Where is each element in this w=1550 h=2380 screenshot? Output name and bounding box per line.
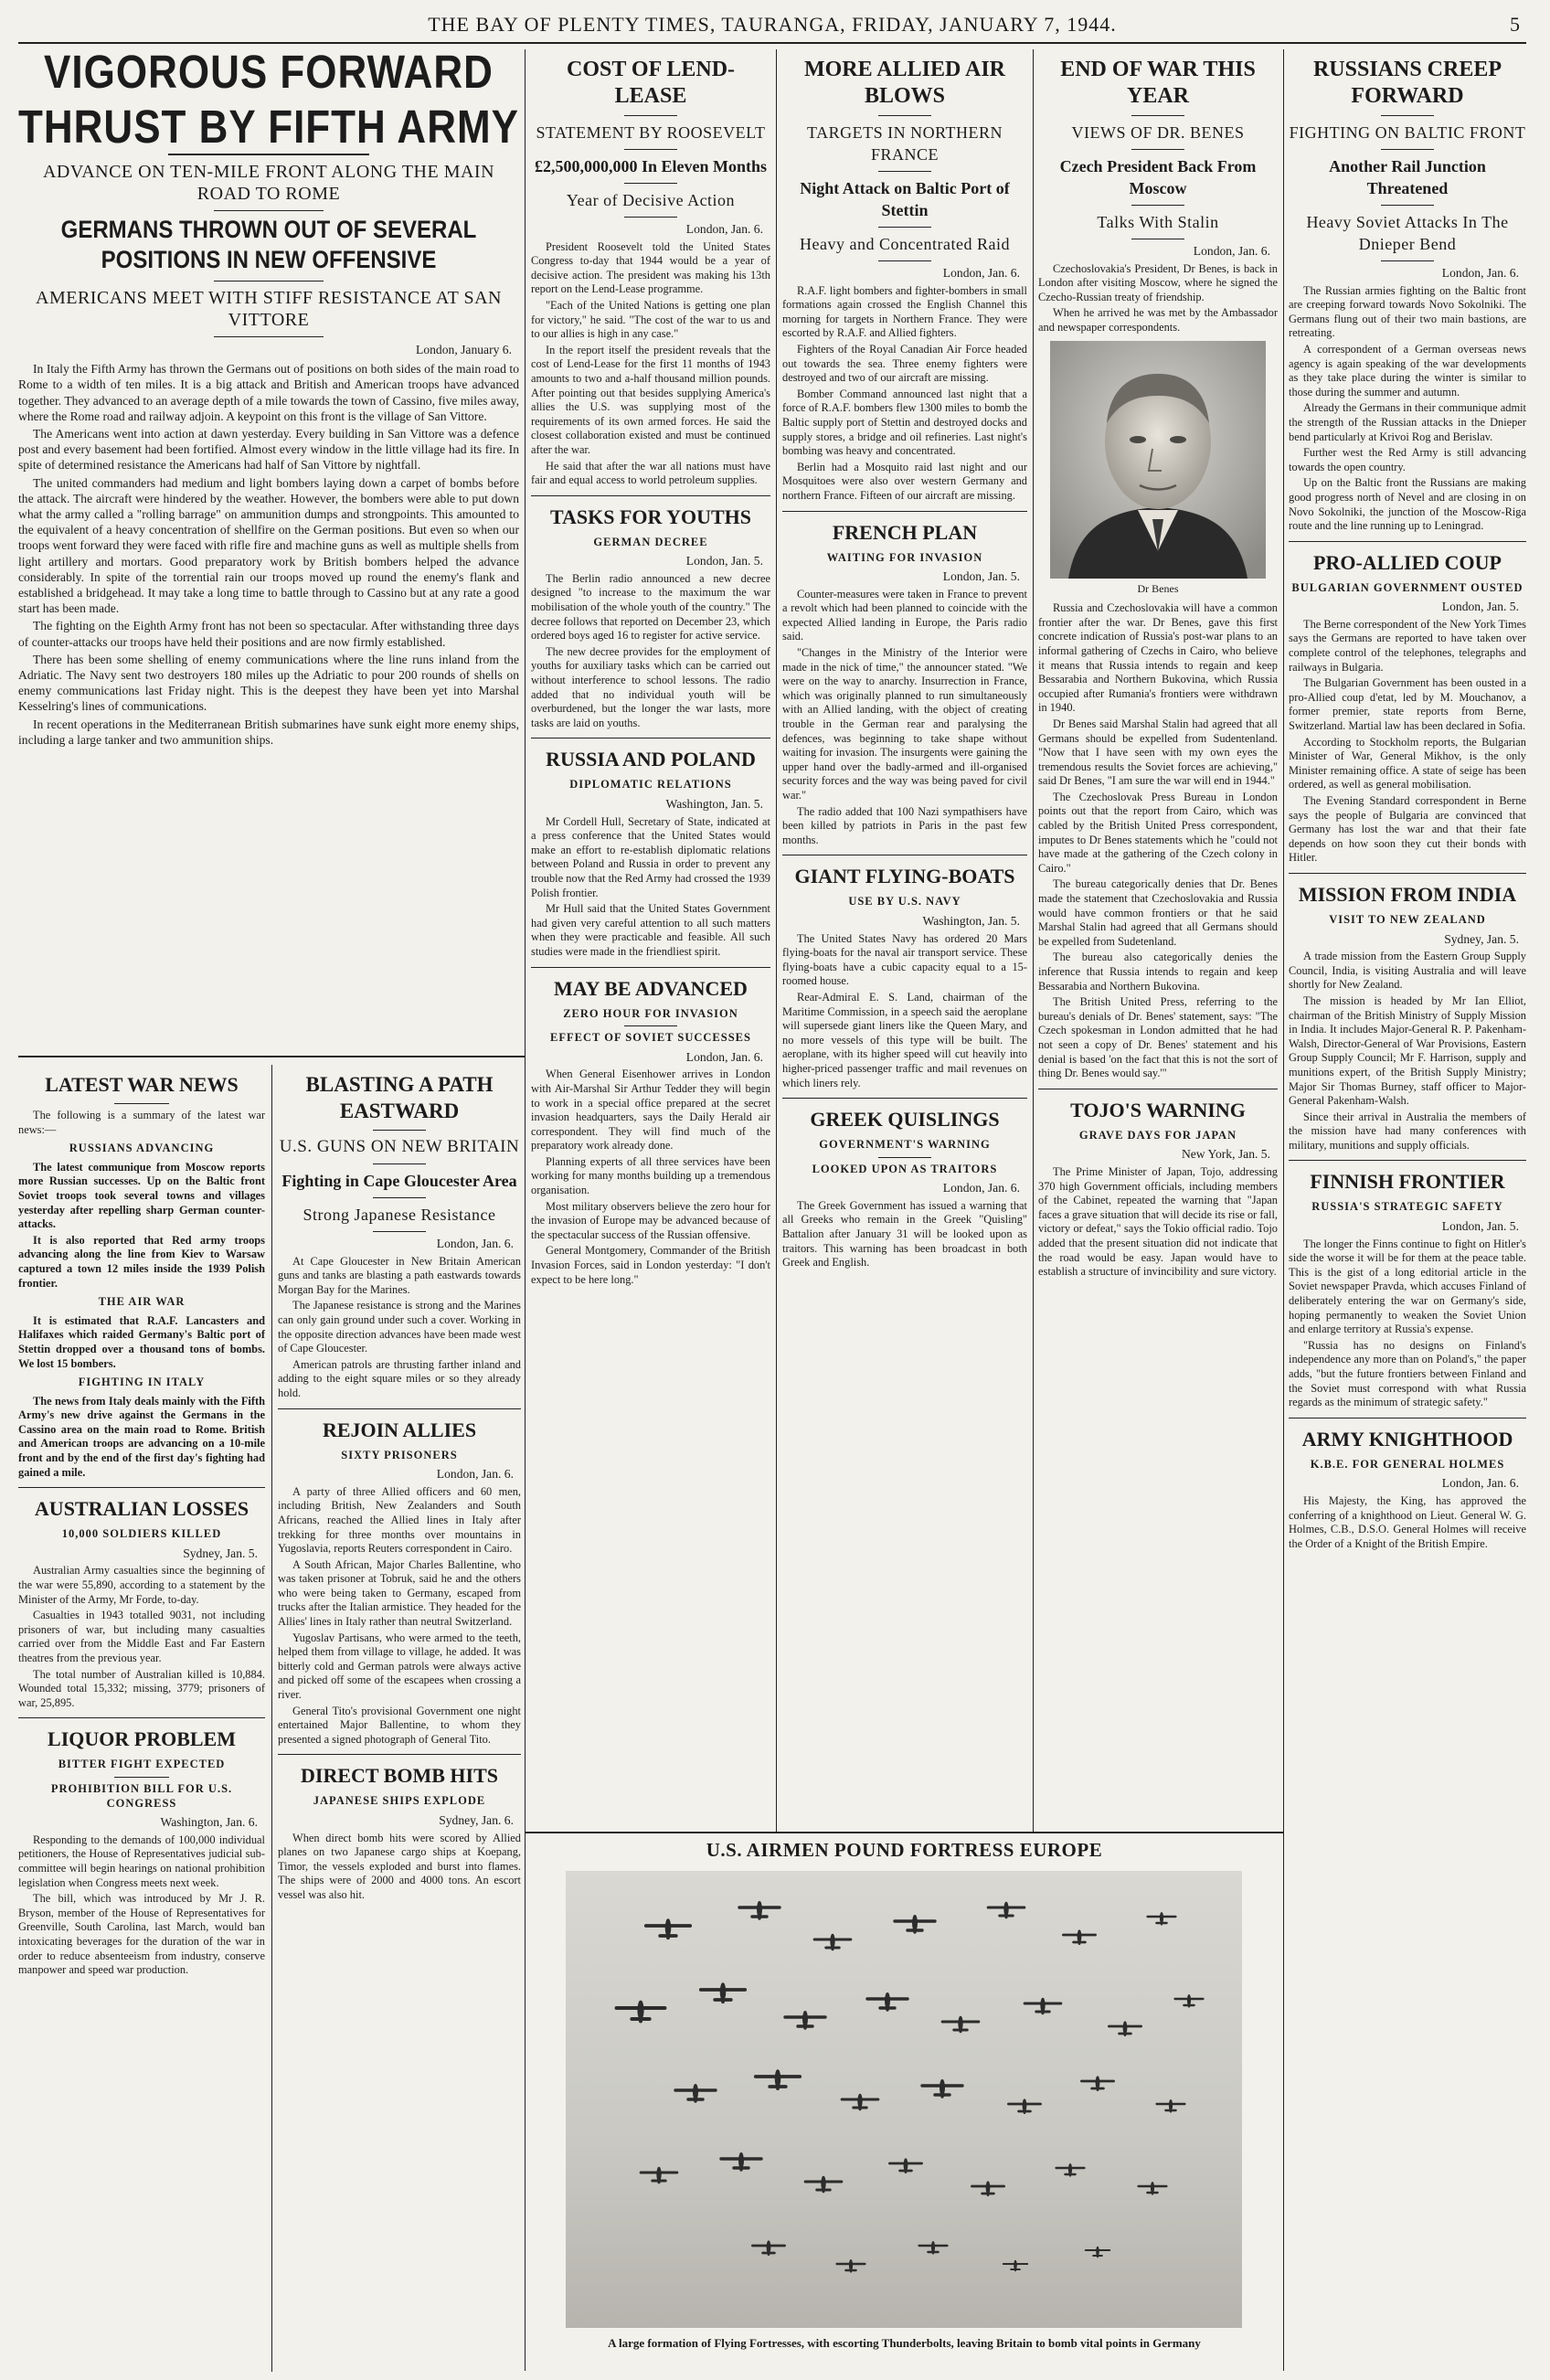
article-paragraph: The Berne correspondent of the New York Times says the Germans are reported to have taken over complete control of the telephones, telegraphs and railways in Bulgaria. <box>1289 617 1526 674</box>
subhead: K.B.E. FOR GENERAL HOLMES <box>1310 1457 1505 1471</box>
deck: Heavy and Concentrated Raid <box>800 235 1010 253</box>
australian-headline: AUSTRALIAN LOSSES <box>34 1497 249 1521</box>
column-rule <box>1283 49 1284 2371</box>
column-3 <box>782 53 1027 1830</box>
divider <box>1131 205 1184 206</box>
divider <box>1131 149 1184 150</box>
article-paragraph: The Russian armies fighting on the Baltic front are creeping forward towards Novo Sokolniki. The Germans flung out of their two main bastions, are retreating. <box>1289 283 1526 340</box>
article-paragraph: "Changes in the Ministry of the Interior were made in the nick of time," the announcer stated. "We were on the way to anarchy. Insurrection in France, which was originally planned to run simultaneously with an Allied landing, with the object of creating trouble in the German rear and paralysing the defences, was beginning to take shape without waiting for invasion. The insurgents were gaining the upper hand over the badly-armed and ill-organised security forces and the way was being paved for civil war." <box>782 646 1027 802</box>
page-header-title: THE BAY OF PLENTY TIMES, TAURANGA, FRIDAY, JANUARY 7, 1944. <box>428 13 1117 36</box>
divider <box>624 115 677 116</box>
article-paragraph: "Russia has no designs on Finland's independence any more than on Poland's," the paper adds, "but the future frontiers between Finland and the Soviet must correspond with what Russia regards as the minimum of strategic safety." <box>1289 1338 1526 1409</box>
article-paragraph: The Evening Standard correspondent in Berne says the people of Bulgaria are convinced that Germany has lost the war and that their fate depends on how soon they cut their bonds with Hitler. <box>1289 794 1526 865</box>
page-number: 5 <box>1510 13 1521 36</box>
subhead: GERMAN DECREE <box>593 535 708 548</box>
divider <box>278 1408 521 1409</box>
article-paragraph: The Americans went into action at dawn yesterday. Every building in San Vittore was a defence post and every basement had been fortified. Almost every window in the little village had its fire. In spite of determined resistance the Americans had half of San Vittore by nightfall. <box>18 427 519 473</box>
deck: TARGETS IN NORTHERN FRANCE <box>807 123 1003 164</box>
subhead: LOOKED UPON AS TRAITORS <box>812 1162 998 1175</box>
article-paragraph: A South African, Major Charles Ballentine, who was taken prisoner at Tobruk, said he and the others who were being taken to Germany, escaped from trucks after the Italian armistice. They headed for the Allies' lines in Italy rather than neutral Switzerland. <box>278 1557 521 1629</box>
dateline: London, Jan. 6. <box>436 1467 514 1482</box>
dateline: London, Jan. 6. <box>942 1181 1020 1195</box>
article-paragraph: The Berlin radio announced a new decree designed "to increase to the maximum the war mobilisation of the whole youth of the country." The decree follows that reported on December 23, which ordered boys aged 16 to register for active service. <box>531 571 770 643</box>
deck: STATEMENT BY ROOSEVELT <box>536 123 766 142</box>
divider <box>373 1231 427 1232</box>
divider <box>624 149 677 150</box>
divider <box>878 115 932 116</box>
latest-headline: LATEST WAR NEWS <box>45 1073 239 1096</box>
article-paragraph: The bureau also categorically denies the inference that Russia intends to regain and keep Bessarabia and Northern Bukovina. <box>1038 951 1278 993</box>
lead-deck-1: ADVANCE ON TEN-MILE FRONT ALONG THE MAIN ROAD TO ROME <box>42 162 495 204</box>
article-paragraph: A trade mission from the Eastern Group Supply Council, India, is visiting Australia and will leave shortly for New Zealand. <box>1289 950 1526 992</box>
article-paragraph: The Japanese resistance is strong and the Marines can only gain ground under such a cover. Working in the opposite direction advances have been made west of Cape Gloucester. <box>278 1299 521 1355</box>
divider <box>278 1754 521 1755</box>
article-paragraph: Fighters of the Royal Canadian Air Force headed out towards the sea. Three enemy fighters were destroyed and two of our aircraft are missing. <box>782 342 1027 385</box>
article-paragraph: Mr Cordell Hull, Secretary of State, indicated at a press conference that the United States would make an effort to re-establish diplomatic relations between Poland and Russia in order to prevent any trouble now that the Red Army had crossed the 1939 Polish frontier. <box>531 814 770 899</box>
dateline: New York, Jan. 5. <box>1181 1147 1270 1162</box>
subhead: BITTER FIGHT EXPECTED <box>58 1758 226 1771</box>
subhead: THE AIR WAR <box>98 1295 186 1309</box>
deck: FIGHTING ON BALTIC FRONT <box>1289 123 1526 142</box>
subhead: SIXTY PRISONERS <box>341 1448 458 1461</box>
dateline: London, Jan. 5. <box>942 569 1020 584</box>
subhead: ZERO HOUR FOR INVASION <box>563 1006 738 1020</box>
divider <box>624 183 677 184</box>
article-paragraph: Yugoslav Partisans, who were armed to the teeth, helped them from village to village, he added. It was bitterly cold and German patrols were always active and picked off some of the escapees when crossing a river. <box>278 1631 521 1702</box>
photo-feature-headline: U.S. AIRMEN POUND FORTRESS EUROPE <box>706 1839 1103 1861</box>
divider <box>1381 205 1433 206</box>
divider <box>373 1130 427 1131</box>
divider <box>1289 541 1526 542</box>
column-2 <box>531 53 770 1830</box>
dateline: London, Jan. 6. <box>436 1237 514 1250</box>
article-paragraph: Further west the Red Army is still advancing towards the open country. <box>1289 446 1526 473</box>
divider <box>878 171 932 172</box>
deck: U.S. GUNS ON NEW BRITAIN <box>279 1137 520 1156</box>
article-paragraph: The following is a summary of the latest war news:— <box>18 1109 265 1136</box>
article-paragraph: The bill, which was introduced by Mr J. R. Bryson, member of the House of Representatives for Greenville, South Carolina, last March, would ban intoxicating beverages for the duration of the war in order to reduce absenteeism from industry, conserve manpower and speed war production. <box>18 1892 265 1977</box>
subhead: DIPLOMATIC RELATIONS <box>569 778 732 792</box>
dateline: London, Jan. 6. <box>685 1049 763 1064</box>
article-paragraph: Bomber Command announced last night that a force of R.A.F. bombers flew 1300 miles to bomb the Baltic supply port of Stettin and destroyed docks and supply stores, a bridge and oil refineries. Last night's bombing was heavy and concentrated. <box>782 387 1027 458</box>
article-paragraph: Mr Hull said that the United States Government had given very careful attention to all such matters when they were practicable and feasible. All such studies were made in the friendliest spirit. <box>531 902 770 958</box>
dateline: London, Jan. 6. <box>1441 266 1519 280</box>
divider <box>214 281 324 282</box>
deck: Another Rail Junction Threatened <box>1329 157 1486 197</box>
dateline: London, Jan. 5. <box>685 554 763 568</box>
dateline: Washington, Jan. 5. <box>665 797 763 811</box>
article-paragraph: Since their arrival in Australia the members of the mission have had many conferences with military, munitions and supply officials. <box>1289 1110 1526 1152</box>
article-paragraph: Russia and Czechoslovakia will have a common frontier after the war. Dr Benes, gave this first concrete indication of Russia's post-war plans to an informal gathering of Czechs in Cairo, who believe it means that Russia intends to regain and keep Bessarabia and Northern Bukovina, which Russia occupied after Rumania's frontiers were withdrawn in 1940. <box>1038 601 1278 715</box>
article-paragraph: Most military observers believe the zero hour for the invasion of Europe may be advanced because of the spectacular success of the Russian offensive. <box>531 1199 770 1241</box>
flying-headline: GIANT FLYING-BOATS <box>794 865 1015 888</box>
knight-headline: ARMY KNIGHTHOOD <box>1301 1427 1513 1450</box>
article-paragraph: General Montgomery, Commander of the British Invasion Forces, said in London yesterday: "I don't expect to be here long." <box>531 1244 770 1286</box>
finnish-headline: FINNISH FRONTIER <box>1310 1170 1505 1194</box>
article-paragraph: The Greek Government has issued a warning that all Greeks who remain in the Greek "Quisling" Battalion after January 31 will be looked upon as traitors. This warning has been broadcast in both Greek and English. <box>782 1198 1027 1270</box>
divider <box>18 1487 265 1488</box>
blasting-headline: BLASTING A PATH EASTWARD <box>305 1073 494 1122</box>
header-rule <box>18 42 1526 44</box>
article-paragraph: The longer the Finns continue to fight on Hitler's side the worse it will be for them at the peace table. This is the gist of a long editorial article in the Soviet newspaper Pravda, which accuses Finland of deliberately entering the war on Germany's side, hoping permanently to weaken the Soviet Union and enlarge territory at Russia's expense. <box>1289 1237 1526 1336</box>
article-paragraph: Already the Germans in their communique admit the strength of the Russian attacks in the Dnieper bend particularly at Krivoi Rog and Berislav. <box>1289 401 1526 443</box>
divider <box>878 227 932 228</box>
article-paragraph: President Roosevelt told the United States Congress to-day that 1944 would be a year of decisive action. The president was making his 13th report on the Lend-Lease programme. <box>531 239 770 296</box>
deck: Heavy Soviet Attacks In The Dnieper Bend <box>1306 213 1509 253</box>
article-paragraph: When direct bomb hits were scored by Allied planes on two Japanese cargo ships at Koepang, Timor, the vessels exploded and burst into flames. The ships were of 2000 and 4000 tons. An escort vessel was also hit. <box>278 1831 521 1901</box>
divider <box>782 511 1027 512</box>
article-paragraph: At Cape Gloucester in New Britain American guns and tanks are blasting a path eastwards towards Morgan Bay for the Marines. <box>278 1254 521 1296</box>
article-paragraph: The radio added that 100 Nazi sympathisers have been killed by patriots in Paris in the past few months. <box>782 804 1027 846</box>
divider <box>373 1197 427 1198</box>
rejoin-headline: REJOIN ALLIES <box>322 1418 477 1441</box>
mission-headline: MISSION FROM INDIA <box>1298 882 1517 906</box>
column-1a <box>18 1068 265 2375</box>
subhead: GRAVE DAYS FOR JAPAN <box>1078 1128 1237 1142</box>
article-paragraph: The Bulgarian Government has been ousted in a pro-Allied coup d'etat, led by M. Mouchanov, a former premier, state reports from Berne, Switzerland. Martial law has been declared in Sofia. <box>1289 676 1526 733</box>
divider <box>114 1777 168 1778</box>
dateline: Sydney, Jan. 6. <box>439 1813 514 1827</box>
article-paragraph: American patrols are thrusting farther inland and adding to the eight square miles or so they already hold. <box>278 1357 521 1399</box>
dateline: London, January 6. <box>416 343 512 356</box>
masthead-strip <box>18 7 1526 40</box>
photo-caption: Dr Benes <box>1137 581 1179 595</box>
article-paragraph: Planning experts of all three services have been working for many months building up a tremendous organisation. <box>531 1154 770 1197</box>
subhead: USE BY U.S. NAVY <box>848 895 961 908</box>
article-paragraph: A party of three Allied officers and 60 men, including British, New Zealanders and South Africans, reached the Allied lines in Italy after trekking for three months over mountains in Yugoslavia, reports Reuters correspondent in Cairo. <box>278 1484 521 1556</box>
divider <box>214 336 324 337</box>
article-paragraph: It is estimated that R.A.F. Lancasters and Halifaxes which raided Germany's Baltic port of Stettin dropped over a thousand tons of bombs. We lost 15 bombers. <box>18 1313 265 1370</box>
deck: Strong Japanese Resistance <box>303 1206 496 1224</box>
article-paragraph: R.A.F. light bombers and fighter-bombers in small formations again crossed the English Channel this morning for targets in Northern France. They were escorted by R.A.F. and Allied fighters. <box>782 283 1027 340</box>
divider <box>1381 260 1433 261</box>
column-rule <box>525 49 526 2371</box>
deck: £2,500,000,000 In Eleven Months <box>534 157 768 175</box>
article-paragraph: When General Eisenhower arrives in London with Air-Marshal Sir Arthur Tedder they will begin to work in a special office prepared at the secret invasion headquarters, says the Daily Herald air correspondent. They will find much of the preparatory work already done. <box>531 1068 770 1153</box>
advanced-headline: MAY BE ADVANCED <box>554 976 748 1000</box>
dateline: Sydney, Jan. 5. <box>1444 931 1519 946</box>
divider <box>1289 873 1526 874</box>
article-paragraph: Counter-measures were taken in France to prevent a revolt which had been planned to coincide with the expected Allied landing in Europe, the Paris radio said. <box>782 587 1027 643</box>
article-paragraph: The Prime Minister of Japan, Tojo, addressing 370 high Government officials, including members of the Cabinet, repeated the warning that "Japan faces a grave situation that will decide its rise or fall, victory or defeat," says the Tokio official radio. Tojo added that the present situation did not indicate that the road would be easy. Japan would have to establish a structure of invincibility and sure victory. <box>1038 1164 1278 1279</box>
subhead: WAITING FOR INVASION <box>826 550 983 564</box>
portrait-photo <box>1050 341 1266 579</box>
article-paragraph: Berlin had a Mosquito raid last night and our Mosquitoes were also over western Germany and northern France. Fifteen of our aircraft are missing. <box>782 460 1027 502</box>
moreair-headline: MORE ALLIED AIR BLOWS <box>803 58 1006 108</box>
column-1b <box>278 1068 521 2375</box>
subhead: RUSSIANS ADVANCING <box>69 1142 215 1155</box>
dateline: Washington, Jan. 6. <box>160 1815 258 1830</box>
subhead: 10,000 SOLDIERS KILLED <box>61 1527 222 1541</box>
divider <box>18 1717 265 1718</box>
divider <box>531 967 770 968</box>
deck: VIEWS OF DR. BENES <box>1071 123 1245 142</box>
article-paragraph: A correspondent of a German overseas news agency is again speaking of the war developments as they take place during the winter is similar to those during the summer and autumn. <box>1289 342 1526 398</box>
divider <box>878 260 932 261</box>
article-paragraph: The news from Italy deals mainly with the Fifth Army's new drive against the Germans in the Cassino area on the main road to Rome. British and American troops are advancing on a 10-mile front and by the end of the first day's fighting had gained a mile. <box>18 1394 265 1479</box>
russcreep-headline: RUSSIANS CREEP FORWARD <box>1312 58 1502 108</box>
article-paragraph: Czechoslovakia's President, Dr Benes, is back in London after visiting Moscow, where he signed the Czecho-Russian treaty of friendship. <box>1038 261 1278 303</box>
subhead: PROHIBITION BILL FOR U.S. CONGRESS <box>50 1781 233 1810</box>
deck: Night Attack on Baltic Port of Stettin <box>800 179 1010 219</box>
photo-feature-caption: A large formation of Flying Fortresses, with escorting Thunderbolts, leaving Britain to bomb vital points in Germany <box>608 2336 1201 2350</box>
divider <box>1131 115 1184 116</box>
article-paragraph: The United States Navy has ordered 20 Mars flying-boats for the naval air transport service. These flying-boats have a cubic capacity equal to a 15-roomed house. <box>782 931 1027 988</box>
column-5 <box>1289 53 1526 2375</box>
liquor-headline: LIQUOR PROBLEM <box>48 1727 236 1751</box>
column-rule <box>776 49 777 1832</box>
subhead: VISIT TO NEW ZEALAND <box>1329 912 1486 926</box>
column-4 <box>1038 53 1278 1830</box>
section-rule <box>525 1832 1283 1833</box>
dateline: London, Jan. 6. <box>1193 244 1270 258</box>
newspaper-page <box>18 0 1539 2380</box>
article-paragraph: The latest communique from Moscow reports more Russian successes. Up on the Baltic front Soviet troops took several towns and villages yesterday after repelling sharp German counter-attacks. <box>18 1160 265 1231</box>
divider <box>531 495 770 496</box>
article-paragraph: General Tito's provisional Government one night entertained Major Ballentine, to whom they presented a signed photograph of General Tito. <box>278 1704 521 1746</box>
article-paragraph: The total number of Australian killed is 10,884. Wounded total 15,332; missing, 3779; prisoners of war, 25,895. <box>18 1667 265 1709</box>
divider <box>878 1157 932 1158</box>
bomber-formation-photo <box>531 1871 1278 2328</box>
article-paragraph: The British United Press, referring to the bureau's denials of Dr. Benes' statement, says: "The Czech spokesman in London admitted that he had not seen a copy of Dr. Benes' statement and his denial is based 'on the fact that this is not the sort of thing Dr. Benes would say.'" <box>1038 995 1278 1080</box>
article-paragraph: The mission is headed by Mr Ian Elliot, chairman of the British Ministry of Supply Mission in India. It includes Major-General R. P. Pakenham-Walsh, Director-General of War Provisions, Eastern Group Supply Council; Mr F. Harrison, supply and munitions expert, of the British Supply Ministry; Major Sir Thomas Burney, staff officer to Major-General Pakenham-Walsh. <box>1289 993 1526 1108</box>
divider <box>1381 115 1433 116</box>
article-paragraph: Dr Benes said Marshal Stalin had agreed that all Germans should be expelled from Sudentenland. "Now that I have seen with my own eyes the tremendous results the Soviet forces are achieving," said Dr Benes, "I am sure the war will end in 1944." <box>1038 717 1278 788</box>
coup-headline: PRO-ALLIED COUP <box>1313 550 1502 574</box>
bomb-headline: DIRECT BOMB HITS <box>301 1764 498 1788</box>
subhead: JAPANESE SHIPS EXPLODE <box>313 1794 486 1808</box>
russiapoland-headline: RUSSIA AND POLAND <box>546 748 756 771</box>
article-paragraph: When he arrived he was met by the Ambassador and newspaper correspondents. <box>1038 306 1278 334</box>
photo-feature <box>531 1837 1278 2376</box>
lead-deck-3: AMERICANS MEET WITH STIFF RESISTANCE AT SAN VITTORE <box>36 288 502 330</box>
dateline: Sydney, Jan. 5. <box>183 1546 258 1560</box>
deck: Fighting in Cape Gloucester Area <box>281 1172 517 1190</box>
subhead: EFFECT OF SOVIET SUCCESSES <box>550 1031 751 1045</box>
subhead: FIGHTING IN ITALY <box>78 1376 206 1389</box>
dateline: London, Jan. 5. <box>1441 600 1519 614</box>
endwar-headline: END OF WAR THIS YEAR <box>1060 58 1256 108</box>
greek-headline: GREEK QUISLINGS <box>810 1108 1000 1132</box>
article-paragraph: His Majesty, the King, has approved the conferring of a knighthood on Lieut. General W. G. Holmes, C.B., D.S.O. General Holmes will receive the Order of a Knight of the British Empire. <box>1289 1493 1526 1550</box>
article-paragraph: Rear-Admiral E. S. Land, chairman of the Maritime Commission, in a speech said the aeroplane will supersede giant liners like the Queen Mary, and no more vessels of this type will be built. The aeroplane, with its higher speed will cut heavily into higher-priced passenger traffic and mail revenues on which liners rely. <box>782 990 1027 1089</box>
article-paragraph: The new decree provides for the employment of youths for auxiliary tasks which can be carried out without interference to school lessons. The radio added that no individual youth will be overburdened, but the longer the war lasts, more tasks are laid on youths. <box>531 644 770 729</box>
divider <box>624 217 677 218</box>
deck: Year of Decisive Action <box>566 191 736 209</box>
subhead: GOVERNMENT'S WARNING <box>819 1138 991 1152</box>
subhead: BULGARIAN GOVERNMENT OUSTED <box>1291 580 1523 594</box>
divider <box>214 210 324 211</box>
lendlease-headline: COST OF LEND-LEASE <box>566 58 736 108</box>
french-headline: FRENCH PLAN <box>832 520 978 544</box>
article-paragraph: The united commanders had medium and light bombers laying down a carpet of bombs before the attack. The aircraft were hindered by the weather. However, the bombers were able to put down what the army called a "rolling barrage" on ammunition dumps and strongpoints. This amounted to the equivalent of a heavy concentration of shellfire on the German positions. But even so when our troops went forward they were faced with rifle fire and machine guns as well as multiple shells from light artillery and mortars. Good preparatory work by British bombers helped the advance considerably. In spite of the torrential rain our troops moved up round the enemy's flank and established a bridgehead. It may take a long time to battle through to Cassino but at any rate a good start has been made. <box>18 475 519 616</box>
lead-story <box>18 53 519 1054</box>
dateline: London, Jan. 5. <box>1441 1219 1519 1234</box>
divider <box>782 1098 1027 1099</box>
article-paragraph: In the report itself the president reveals that the cost of Lend-Lease for the first 11 months of 1943 amounts to two and a-half thousand million pounds. After pointing out that besides supplying America's allies the U.S. was supplying most of the requirements of its own armed forces. He said the closest collaboration existed and must be continued after the war. <box>531 343 770 456</box>
article-paragraph: He said that after the war all nations must have fair and equal access to world petroleum supplies. <box>531 459 770 487</box>
article-paragraph: The Czechoslovak Press Bureau in London points out that the report from Cairo, which was cabled by the British United Press correspondent, imputes to Dr Benes statements which he "could not have made at the gathering of the Czech colony in Cairo." <box>1038 790 1278 875</box>
divider <box>114 1103 168 1104</box>
divider <box>1381 149 1433 150</box>
article-paragraph: "Each of the United Nations is getting one plan for victory," he said. "The cost of the war to us and to our allies is high in any case." <box>531 298 770 341</box>
divider <box>373 1163 427 1164</box>
article-paragraph: The bureau categorically denies that Dr. Benes made the statement that Czechoslovakia and Russia would have common frontiers or that he said Marshal Stalin had agreed that all Germans should be expelled from Sudetenland. <box>1038 877 1278 948</box>
article-paragraph: Casualties in 1943 totalled 9031, not including prisoners of war, but including many casualties carried over from the Middle East and Far Eastern theatres from the previous year. <box>18 1609 265 1664</box>
article-paragraph: According to Stockholm reports, the Bulgarian Minister of War, General Mikhov, is the only Minister remaining office. A state of seige has been ordered, as well as general mobilisation. <box>1289 735 1526 792</box>
article-paragraph: There has been some shelling of enemy communications where the line runs inland from the Adriatic. The Navy sent two destroyers 180 miles up the Adriatic to pour 200 rounds of shells on enemy communications last Friday night. This is the deepest they have been yet into Marshal Kesselring's lines of communications. <box>18 652 519 714</box>
article-paragraph: Up on the Baltic front the Russians are making good progress north of Nevel and are closing in on Novo Sokolniki, the junction of the Moscow-Riga route and the line running up to Leningrad. <box>1289 476 1526 533</box>
dateline: London, Jan. 6. <box>685 222 763 236</box>
subhead: RUSSIA'S STRATEGIC SAFETY <box>1311 1200 1503 1214</box>
divider <box>1289 1160 1526 1161</box>
dateline: London, Jan. 6. <box>1441 1476 1519 1491</box>
article-paragraph: In Italy the Fifth Army has thrown the Germans out of positions on both sides of the main road to Rome to a width of ten miles. It is a big attack and British and American troops have advanced together. They advanced to an average depth of a mile towards the town of Cassino, five miles away, where the Rome road and railway adjoin. A keypoint on this front is the village of San Vittore. <box>18 362 519 423</box>
article-paragraph: In recent operations in the Mediterranean British submarines have sunk eight more enemy ships, including a large tanker and two ammunition ships. <box>18 717 519 747</box>
divider <box>624 1025 677 1026</box>
dateline: Washington, Jan. 5. <box>922 913 1020 928</box>
column-rule <box>1033 49 1034 1832</box>
article-paragraph: The fighting on the Eighth Army front has not been so spectacular. After withstanding three days of counter-attacks our troops have held their positions and are now firmly established. <box>18 619 519 649</box>
column-rule <box>271 1065 272 2372</box>
lead-deck-2: GERMANS THROWN OUT OF SEVERAL POSITIONS IN NEW OFFENSIVE <box>60 217 477 274</box>
article-paragraph: It is also reported that Red army troops advancing along the line from Kiev to Warsaw captured a town 12 miles inside the 1939 Polish frontier. <box>18 1233 265 1290</box>
tojo-headline: TOJO'S WARNING <box>1070 1098 1246 1121</box>
youths-headline: TASKS FOR YOUTHS <box>549 505 752 528</box>
dateline: London, Jan. 6. <box>942 266 1020 280</box>
deck: Czech President Back From Moscow <box>1059 157 1257 197</box>
article-paragraph: Australian Army casualties since the beginning of the war were 55,890, according to a statement by the Minister of the Army, Mr Forde, to-day. <box>18 1564 265 1606</box>
article-paragraph: Responding to the demands of 100,000 individual petitioners, the House of Representatives judicial sub-committee will begin hearings on national prohibition legislation when Congress meets next week. <box>18 1833 265 1889</box>
lead-headline: VIGOROUS FORWARD THRUST BY FIFTH ARMY <box>18 53 519 154</box>
section-rule <box>18 1056 525 1057</box>
deck: Talks With Stalin <box>1097 213 1219 231</box>
